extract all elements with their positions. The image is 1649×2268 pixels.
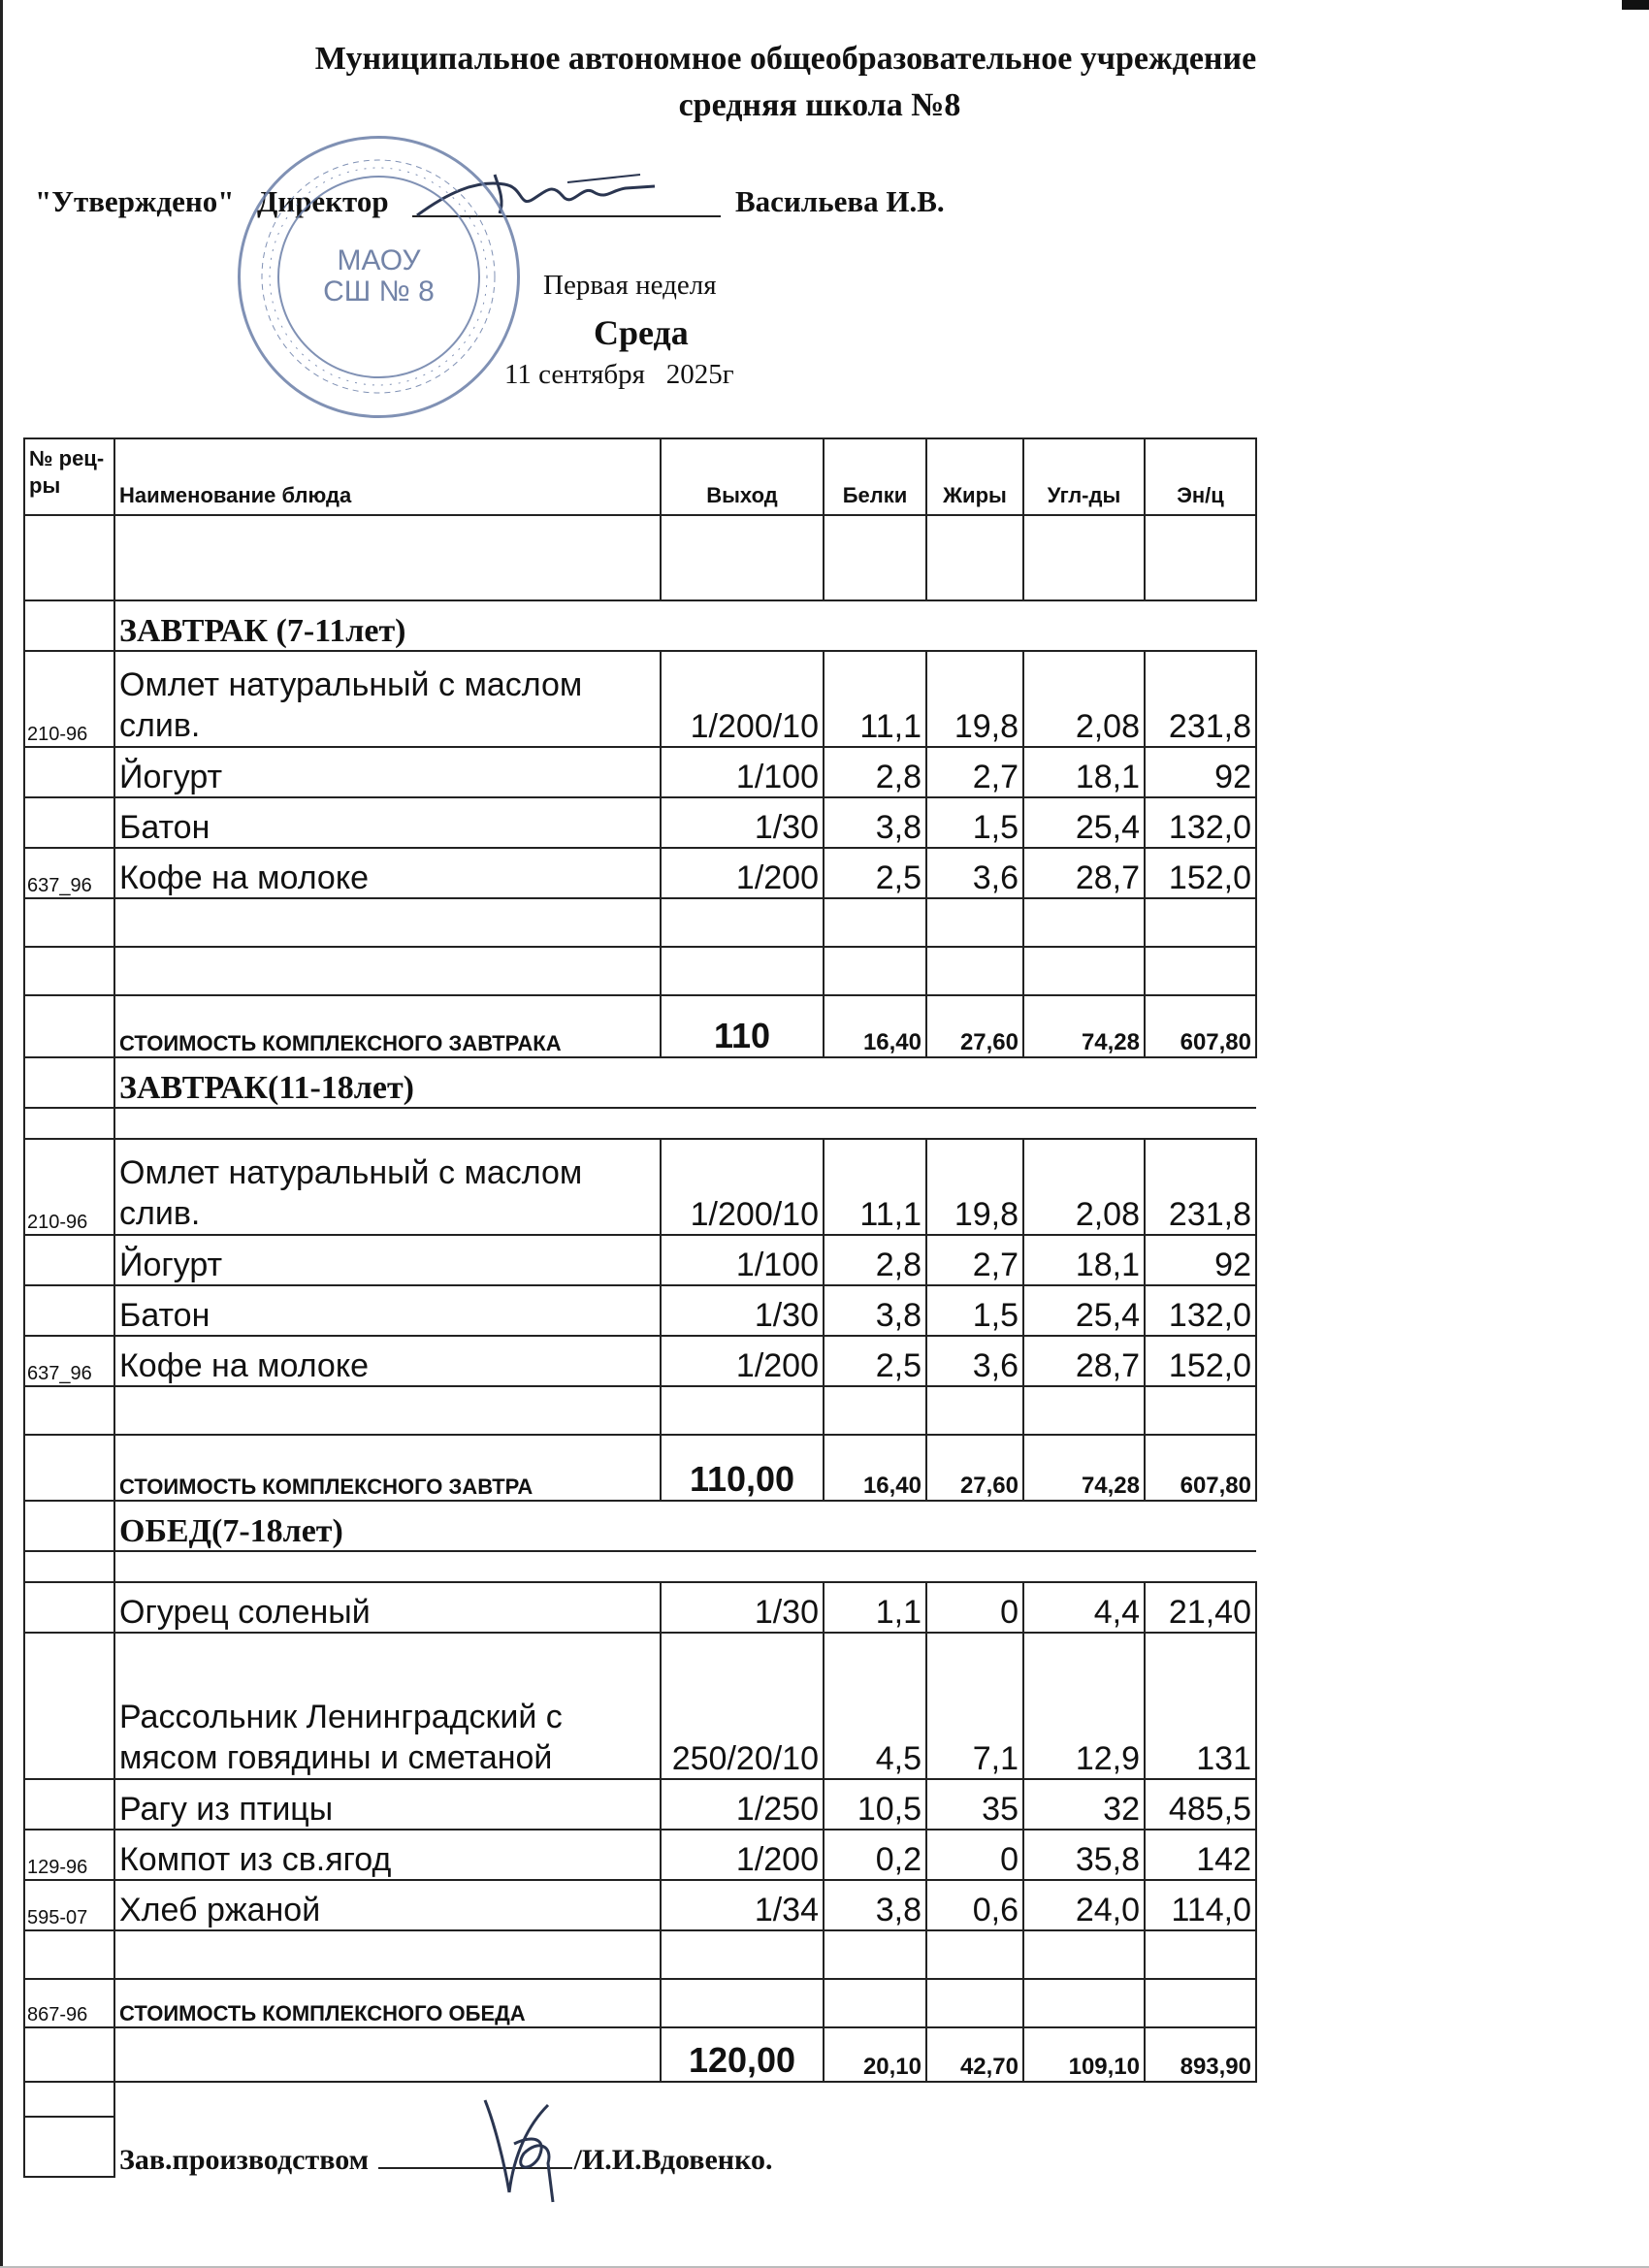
- dish-protein: 3,8: [824, 1285, 926, 1336]
- table-row-empty: [24, 1108, 1256, 1139]
- dish-name: Омлет натуральный с маслом слив.: [114, 651, 661, 747]
- recipe-code: 210-96: [24, 1139, 114, 1235]
- scan-edge: [0, 0, 3, 2268]
- scan-corner-mark: [1622, 0, 1649, 10]
- footer-label: Зав.производством: [119, 2144, 370, 2176]
- total-cost: 120,00: [661, 2027, 824, 2082]
- table-row-empty: [24, 1386, 1256, 1435]
- table-row: [24, 1880, 1256, 1930]
- dish-energy: 152,0: [1145, 1336, 1256, 1386]
- total-protein: 16,40: [824, 995, 926, 1057]
- dish-carbs: 32: [1023, 1779, 1145, 1830]
- dish-protein: 11,1: [824, 1139, 926, 1235]
- dish-protein: 3,8: [824, 797, 926, 848]
- dish-fat: 0: [926, 1830, 1023, 1880]
- day-label: Среда: [594, 313, 689, 352]
- approved-label: "Утверждено": [35, 184, 235, 218]
- dish-yield: 1/34: [661, 1880, 824, 1930]
- dish-fat: 1,5: [926, 1285, 1023, 1336]
- dish-carbs: 18,1: [1023, 747, 1145, 797]
- section-title: ЗАВТРАК(11-18лет): [114, 1057, 1256, 1108]
- table-row-empty: [24, 947, 1256, 995]
- dish-protein: 2,5: [824, 848, 926, 898]
- dish-carbs: 2,08: [1023, 651, 1145, 747]
- dish-carbs: 24,0: [1023, 1880, 1145, 1930]
- recipe-code: [24, 747, 114, 797]
- dish-protein: 0,2: [824, 1830, 926, 1880]
- dish-fat: 1,5: [926, 797, 1023, 848]
- date-label: 11 сентября 2025г: [504, 359, 734, 390]
- dish-protein: 11,1: [824, 651, 926, 747]
- dish-carbs: 28,7: [1023, 1336, 1145, 1386]
- dish-name: Огурец соленый: [114, 1582, 661, 1633]
- dish-name: Батон: [114, 797, 661, 848]
- total-fat: 42,70: [926, 2027, 1023, 2082]
- table-row-empty: [24, 2082, 1256, 2117]
- total-label-row: [24, 1979, 1256, 2027]
- section-header: [24, 1057, 1256, 1108]
- director-label: Директор: [257, 184, 389, 218]
- table-row: [24, 1235, 1256, 1285]
- recipe-code: 637_96: [24, 848, 114, 898]
- dish-protein: 10,5: [824, 1779, 926, 1830]
- table-row: [24, 1336, 1256, 1386]
- dish-name: Хлеб ржаной: [114, 1880, 661, 1930]
- col-header-carbs: Угл-ды: [1023, 438, 1145, 515]
- dish-yield: 1/30: [661, 1582, 824, 1633]
- table-row: [24, 1779, 1256, 1830]
- recipe-code: [24, 1779, 114, 1830]
- recipe-code: [24, 1235, 114, 1285]
- dish-carbs: 4,4: [1023, 1582, 1145, 1633]
- total-energy: 607,80: [1145, 995, 1256, 1057]
- institution-line-2: средняя школа №8: [678, 87, 961, 123]
- dish-yield: 1/100: [661, 747, 824, 797]
- section-header: [24, 600, 1256, 651]
- dish-energy: 92: [1145, 747, 1256, 797]
- dish-protein: 2,8: [824, 1235, 926, 1285]
- total-carbs: 74,28: [1023, 995, 1145, 1057]
- dish-energy: 92: [1145, 1235, 1256, 1285]
- dish-name: Кофе на молоке: [114, 848, 661, 898]
- stamp-text-1: МАОУ: [337, 244, 421, 276]
- production-signature: [456, 2086, 592, 2221]
- dish-yield: 1/200: [661, 848, 824, 898]
- dish-protein: 2,8: [824, 747, 926, 797]
- recipe-code: [24, 797, 114, 848]
- recipe-code: 210-96: [24, 651, 114, 747]
- dish-energy: 131: [1145, 1633, 1256, 1779]
- dish-name: Йогурт: [114, 747, 661, 797]
- recipe-code: 595-07: [24, 1880, 114, 1930]
- dish-fat: 3,6: [926, 1336, 1023, 1386]
- total-row: [24, 1435, 1256, 1501]
- col-header-protein: Белки: [824, 438, 926, 515]
- dish-fat: 3,6: [926, 848, 1023, 898]
- dish-fat: 19,8: [926, 1139, 1023, 1235]
- table-row: [24, 651, 1256, 747]
- stamp-text-2: СШ № 8: [323, 275, 435, 308]
- table-row: [24, 1285, 1256, 1336]
- dish-yield: 250/20/10: [661, 1633, 824, 1779]
- total-fat: 27,60: [926, 1435, 1023, 1501]
- menu-table: [23, 437, 1257, 2178]
- dish-carbs: 35,8: [1023, 1830, 1145, 1880]
- recipe-code: 637_96: [24, 1336, 114, 1386]
- dish-fat: 0,6: [926, 1880, 1023, 1930]
- total-label: СТОИМОСТЬ КОМПЛЕКСНОГО ОБЕДА: [114, 1979, 661, 2027]
- dish-yield: 1/30: [661, 797, 824, 848]
- table-header-row: [24, 438, 1256, 515]
- dish-name: Рагу из птицы: [114, 1779, 661, 1830]
- section-title: ЗАВТРАК (7-11лет): [114, 600, 1256, 651]
- dish-energy: 142: [1145, 1830, 1256, 1880]
- table-row-empty: [24, 515, 1256, 600]
- recipe-code: [24, 1633, 114, 1779]
- dish-name: Йогурт: [114, 1235, 661, 1285]
- dish-fat: 2,7: [926, 747, 1023, 797]
- total-fat: 27,60: [926, 995, 1023, 1057]
- dish-protein: 4,5: [824, 1633, 926, 1779]
- total-cost: 110: [661, 995, 824, 1057]
- dish-fat: 35: [926, 1779, 1023, 1830]
- recipe-code: 867-96: [24, 1979, 114, 2027]
- total-energy: 607,80: [1145, 1435, 1256, 1501]
- dish-yield: 1/200/10: [661, 1139, 824, 1235]
- table-row: [24, 1830, 1256, 1880]
- dish-energy: 132,0: [1145, 797, 1256, 848]
- week-label: Первая неделя: [543, 270, 717, 301]
- dish-fat: 19,8: [926, 651, 1023, 747]
- dish-energy: 114,0: [1145, 1880, 1256, 1930]
- table-row: [24, 1582, 1256, 1633]
- recipe-code: [24, 1582, 114, 1633]
- total-protein: 20,10: [824, 2027, 926, 2082]
- dish-carbs: 2,08: [1023, 1139, 1145, 1235]
- total-cost: 110,00: [661, 1435, 824, 1501]
- dish-yield: 1/100: [661, 1235, 824, 1285]
- col-header-code: № рец-ры: [24, 438, 114, 515]
- table-row: [24, 1633, 1256, 1779]
- col-header-name: Наименование блюда: [114, 438, 661, 515]
- dish-energy: 231,8: [1145, 1139, 1256, 1235]
- dish-energy: 231,8: [1145, 651, 1256, 747]
- total-label: СТОИМОСТЬ КОМПЛЕКСНОГО ЗАВТРАКА: [114, 995, 661, 1057]
- col-header-energy: Эн/ц: [1145, 438, 1256, 515]
- dish-carbs: 18,1: [1023, 1235, 1145, 1285]
- institution-line-1: Муниципальное автономное общеобразовательное учреждение: [314, 41, 1257, 77]
- total-row: [24, 995, 1256, 1057]
- dish-yield: 1/200: [661, 1336, 824, 1386]
- dish-protein: 2,5: [824, 1336, 926, 1386]
- dish-yield: 1/200: [661, 1830, 824, 1880]
- total-carbs: 109,10: [1023, 2027, 1145, 2082]
- recipe-code: [24, 1285, 114, 1336]
- dish-carbs: 28,7: [1023, 848, 1145, 898]
- total-energy: 893,90: [1145, 2027, 1256, 2082]
- table-row-empty: [24, 1930, 1256, 1979]
- dish-energy: 485,5: [1145, 1779, 1256, 1830]
- school-stamp: [238, 136, 520, 418]
- recipe-code: 129-96: [24, 1830, 114, 1880]
- dish-name: Кофе на молоке: [114, 1336, 661, 1386]
- dish-protein: 3,8: [824, 1880, 926, 1930]
- table-row: [24, 1139, 1256, 1235]
- table-row: [24, 848, 1256, 898]
- table-row: [24, 747, 1256, 797]
- section-title: ОБЕД(7-18лет): [114, 1501, 1256, 1551]
- table-row-empty: [24, 898, 1256, 947]
- dish-energy: 152,0: [1145, 848, 1256, 898]
- total-protein: 16,40: [824, 1435, 926, 1501]
- dish-energy: 21,40: [1145, 1582, 1256, 1633]
- director-name: Васильева И.В.: [735, 184, 945, 218]
- dish-carbs: 12,9: [1023, 1633, 1145, 1779]
- dish-name: Компот из св.ягод: [114, 1830, 661, 1880]
- dish-energy: 132,0: [1145, 1285, 1256, 1336]
- dish-fat: 7,1: [926, 1633, 1023, 1779]
- col-header-yield: Выход: [661, 438, 824, 515]
- footer-row: [24, 2117, 1256, 2177]
- table-row-empty: [24, 1551, 1256, 1582]
- footer-name: /И.И.Вдовенко.: [573, 2144, 773, 2176]
- dish-fat: 0: [926, 1582, 1023, 1633]
- section-header: [24, 1501, 1256, 1551]
- dish-name: Омлет натуральный с маслом слив.: [114, 1139, 661, 1235]
- total-carbs: 74,28: [1023, 1435, 1145, 1501]
- dish-name: Батон: [114, 1285, 661, 1336]
- col-header-fat: Жиры: [926, 438, 1023, 515]
- dish-carbs: 25,4: [1023, 797, 1145, 848]
- dish-protein: 1,1: [824, 1582, 926, 1633]
- dish-name: Рассольник Ленинградский с мясом говядины и сметаной: [114, 1633, 661, 1779]
- total-row: [24, 2027, 1256, 2082]
- dish-carbs: 25,4: [1023, 1285, 1145, 1336]
- total-label: СТОИМОСТЬ КОМПЛЕКСНОГО ЗАВТРА: [114, 1435, 661, 1501]
- dish-yield: 1/200/10: [661, 651, 824, 747]
- dish-yield: 1/250: [661, 1779, 824, 1830]
- dish-yield: 1/30: [661, 1285, 824, 1336]
- table-row: [24, 797, 1256, 848]
- dish-fat: 2,7: [926, 1235, 1023, 1285]
